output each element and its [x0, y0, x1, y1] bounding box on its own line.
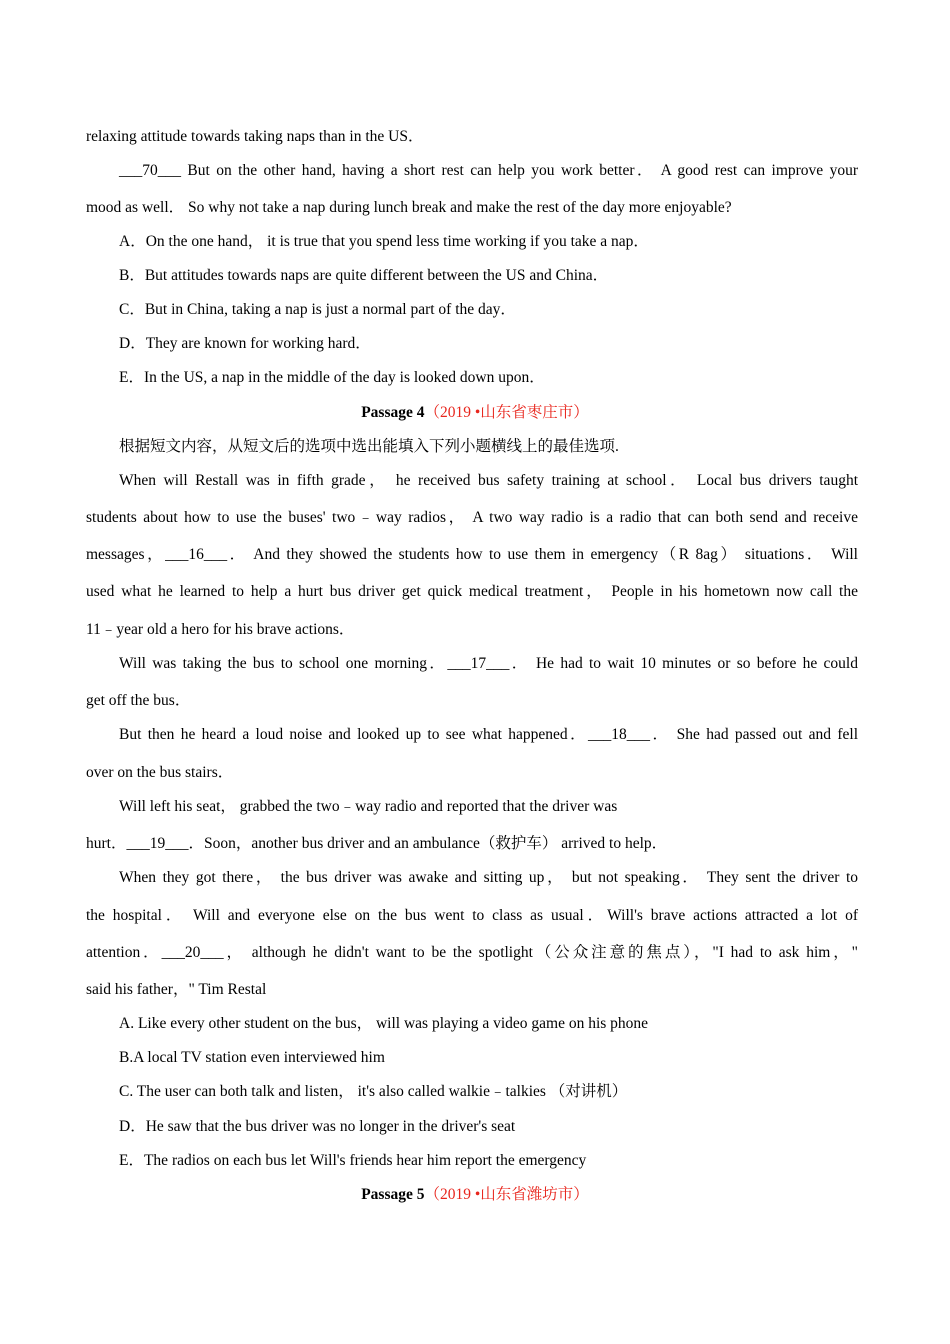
paragraph-line: over on the bus stairs． [86, 764, 234, 781]
paragraph-line: said his father，" Tim Restal [86, 981, 267, 998]
option-a: A. Like every other student on the bus， will was playing a video game on his phone [119, 1015, 649, 1032]
option-d: D．They are known for working hard． [119, 335, 371, 352]
paragraph-line: Will left his seat， grabbed the two﹣way radio and reported that the driver was [119, 798, 618, 815]
passage-title-label: Passage 5 [361, 1186, 425, 1203]
paragraph-line: hurt．___19___．Soon，another bus driver and an ambulance（救护车） arrived to help． [86, 835, 668, 852]
paragraph-line: When will Restall was in fifth grade， he received bus safety training at school． Local bus drivers taught [119, 472, 858, 489]
instruction: 根据短文内容，从短文后的选项中选出能填入下列小题横线上的最佳选项. [119, 438, 619, 455]
paragraph-line: mood as well． So why not take a nap during lunch break and make the rest of the day more enjoyable? [86, 199, 732, 216]
paragraph-line: ___70___ But on the other hand, having a short rest can help you work better． A good rest can improve your [119, 162, 858, 179]
option-b: B．But attitudes towards naps are quite different between the US and China． [119, 267, 609, 284]
paragraph-line: 11﹣year old a hero for his brave actions． [86, 621, 355, 638]
paragraph-line: students about how to use the buses' two﹣way radios， A two way radio is a radio that can both send and receive [86, 509, 858, 526]
passage-title [0, 403, 950, 423]
paragraph-line: messages，___16___． And they showed the students how to use them in emergency（R 8ag） situations． Will [86, 546, 858, 563]
paragraph-line: get off the bus． [86, 692, 191, 709]
paragraph-line: used what he learned to help a hurt bus driver get quick medical treatment， People in his hometown now call the [86, 583, 858, 600]
option-c: C. The user can both talk and listen， it's also called walkie﹣talkies （对讲机） [119, 1083, 628, 1100]
option-e: E．The radios on each bus let Will's friends hear him report the emergency [119, 1152, 587, 1169]
paragraph-line: attention．___20___， although he didn't want to be the spotlight（公众注意的焦点），"I had to ask him，" [86, 944, 858, 961]
option-d: D．He saw that the bus driver was no longer in the driver's seat [119, 1118, 516, 1135]
option-a: A．On the one hand， it is true that you spend less time working if you take a nap． [119, 233, 649, 250]
passage-source: （2019 •山东省潍坊市） [424, 1186, 589, 1203]
paragraph-line: But then he heard a loud noise and looked up to see what happened．___18___． She had passed out and fell [119, 726, 858, 743]
passage-title [0, 1185, 950, 1205]
paragraph-line: the hospital． Will and everyone else on the bus went to class as usual．Will's brave actions attracted a lot of [86, 907, 858, 924]
option-c: C．But in China, taking a nap is just a normal part of the day． [119, 301, 516, 318]
paragraph-line: relaxing attitude towards taking naps than in the US． [86, 128, 424, 145]
option-e: E．In the US, a nap in the middle of the day is looked down upon． [119, 369, 545, 386]
passage-source: （2019 •山东省枣庄市） [424, 404, 589, 421]
passage-title-label: Passage 4 [361, 404, 425, 421]
option-b: B.A local TV station even interviewed him [119, 1049, 385, 1066]
paragraph-line: Will was taking the bus to school one morning．___17___． He had to wait 10 minutes or so before he could [119, 655, 858, 672]
paragraph-line: When they got there， the bus driver was awake and sitting up， but not speaking． They sent the driver to [119, 869, 858, 886]
